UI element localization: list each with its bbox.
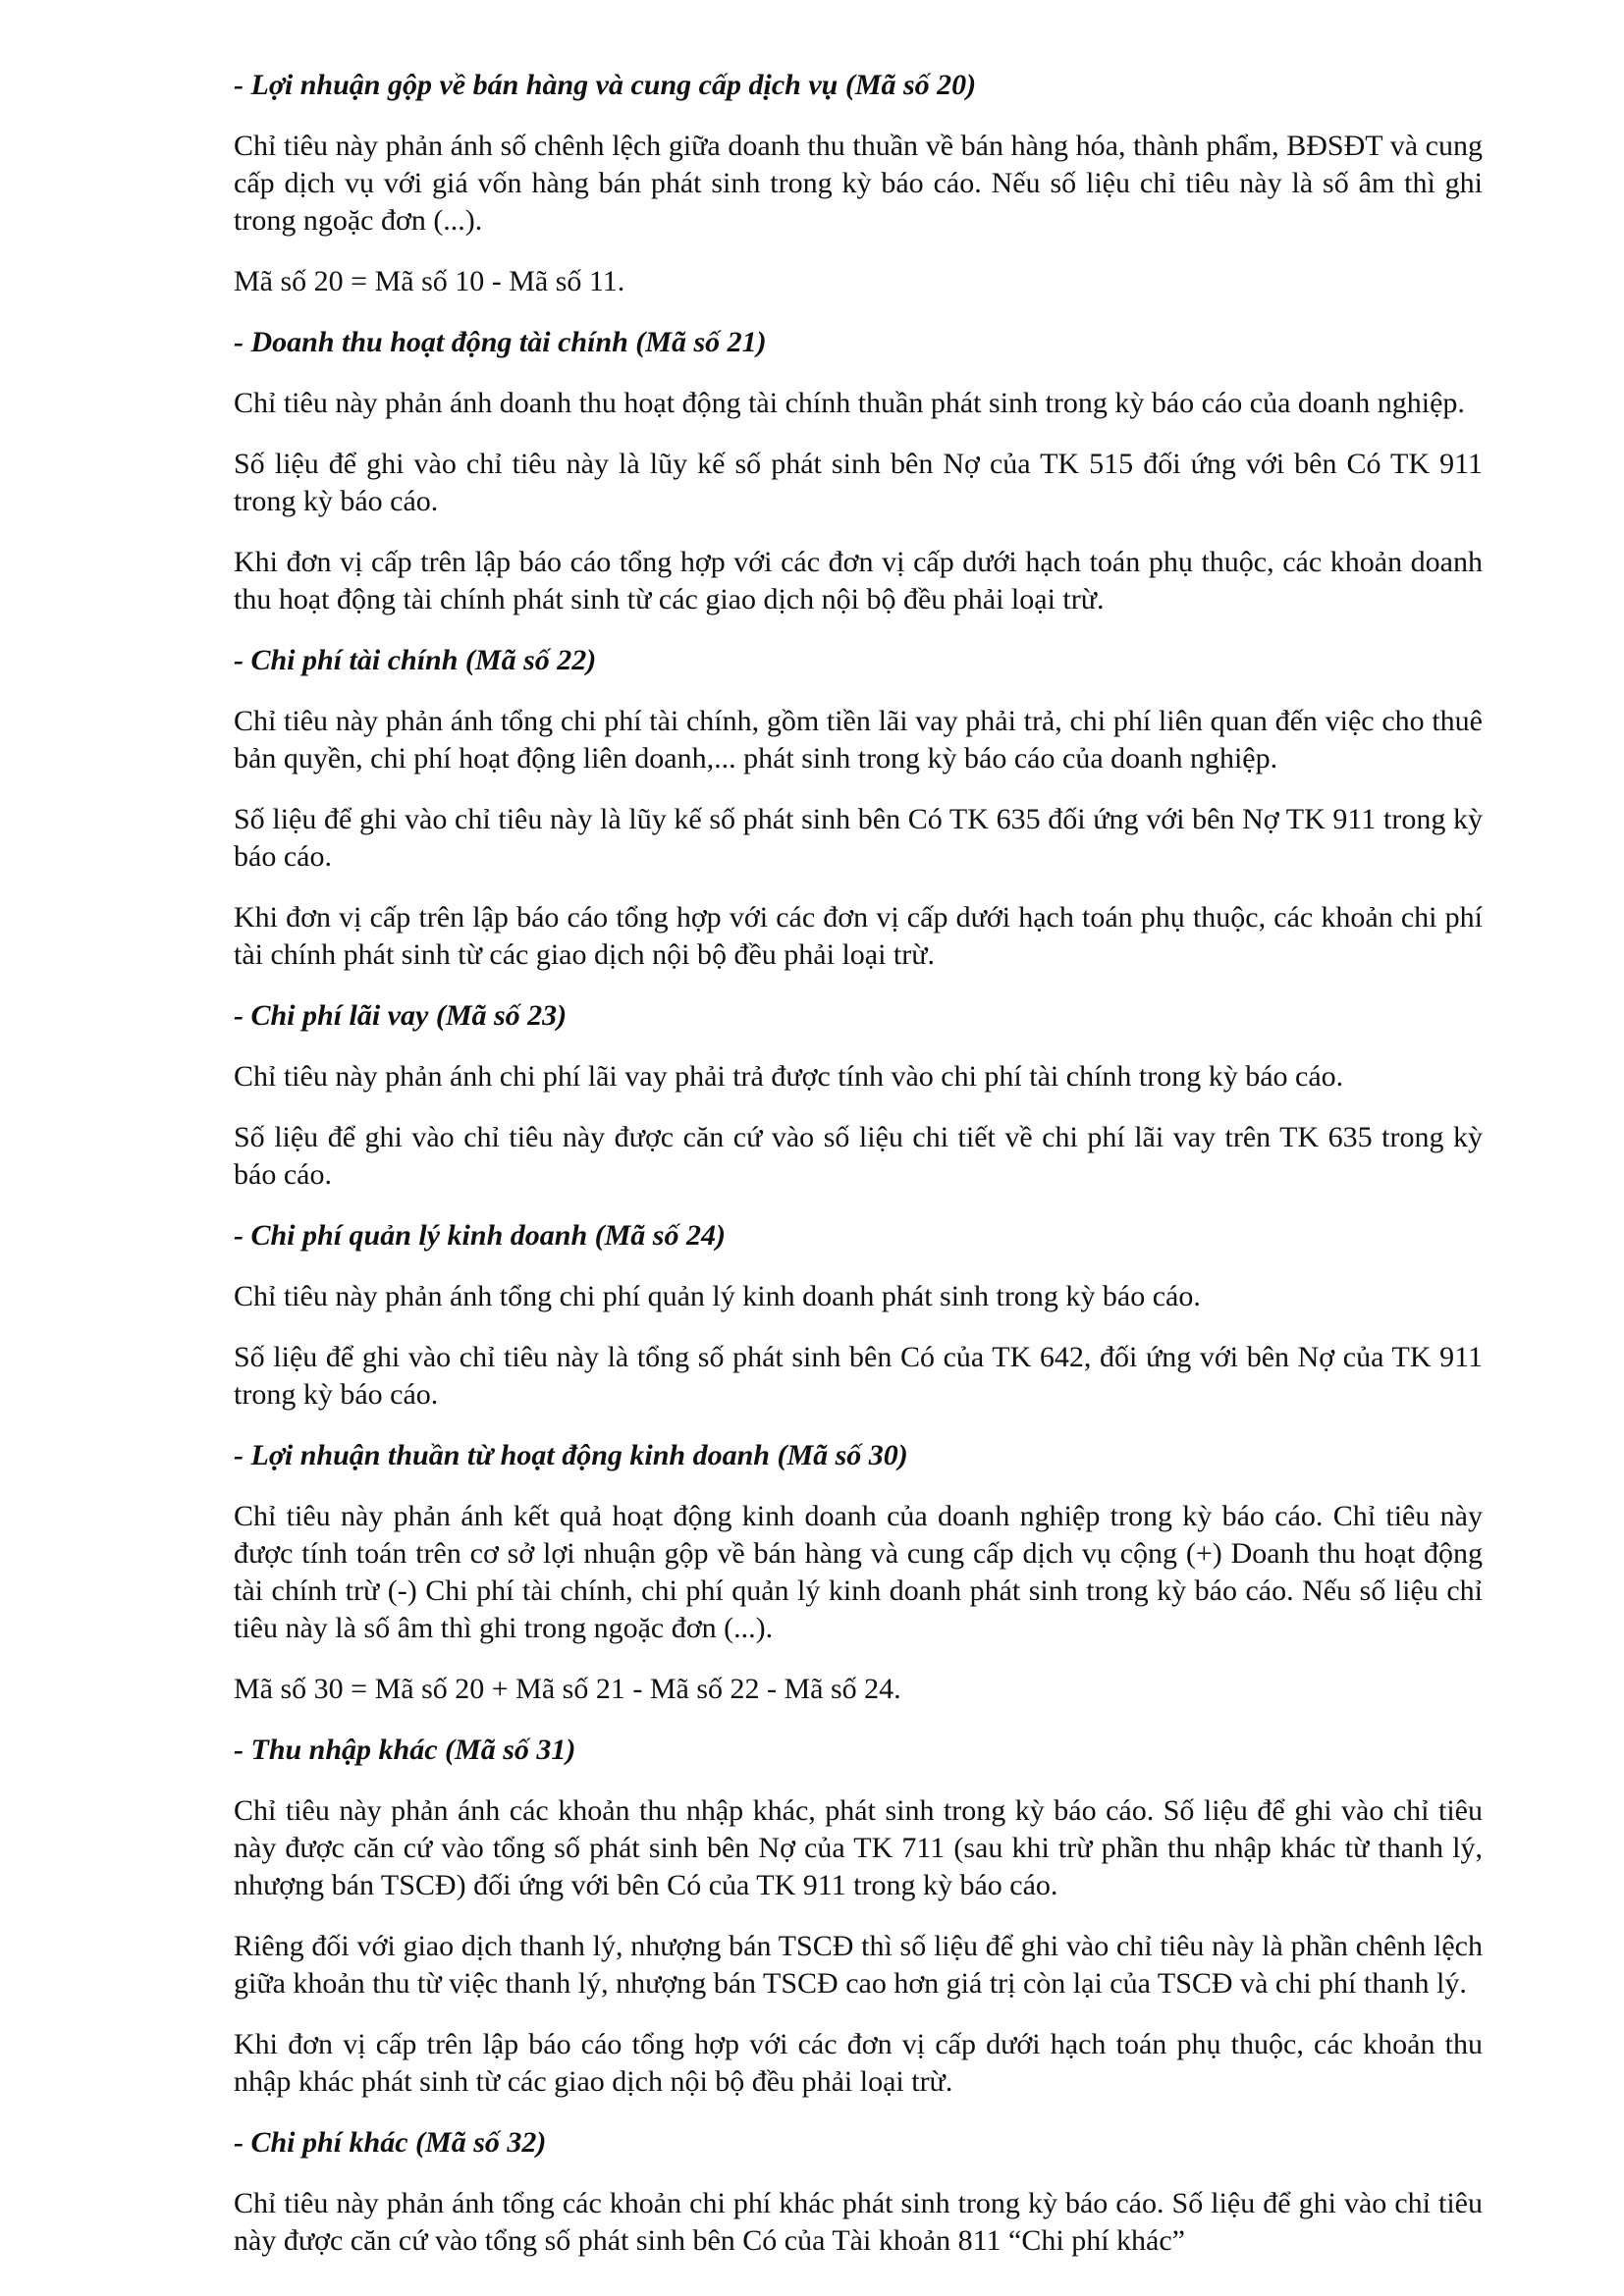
paragraph: Khi đơn vị cấp trên lập báo cáo tổng hợp với các đơn vị cấp dưới hạch toán phụ thuộc, các khoản thu nhập khác phát sinh từ các giao dịch nội bộ đều phải loại trừ. [234, 2028, 1483, 2098]
paragraph: Khi đơn vị cấp trên lập báo cáo tổng hợp với các đơn vị cấp dưới hạch toán phụ thuộc, các khoản chi phí tài chính phát sinh từ các giao dịch nội bộ đều phải loại trừ. [234, 901, 1483, 971]
section-thu-nhap-khac [234, 1732, 1483, 2101]
section-doanh-thu-tai-chinh [234, 324, 1483, 618]
paragraph: Số liệu để ghi vào chỉ tiêu này là lũy kế số phát sinh bên Có TK 635 đối ứng với bên Nợ TK 911 trong kỳ báo cáo. [234, 803, 1483, 873]
document-page [234, 67, 1483, 2260]
section-heading: - Lợi nhuận thuần từ hoạt động kinh doanh (Mã số 30) [234, 1439, 908, 1471]
paragraph: Chỉ tiêu này phản ánh chi phí lãi vay phải trả được tính vào chi phí tài chính trong kỳ báo cáo. [234, 1060, 1344, 1093]
paragraph: Chỉ tiêu này phản ánh tổng các khoản chi phí khác phát sinh trong kỳ báo cáo. Số liệu để ghi vào chỉ tiêu này được căn cứ vào tổng số phát sinh bên Có của Tài khoản 811 “Chi phí khác” [234, 2187, 1483, 2257]
section-loi-nhuan-gop [234, 67, 1483, 300]
paragraph: Chỉ tiêu này phản ánh tổng chi phí quản lý kinh doanh phát sinh trong kỳ báo cáo. [234, 1280, 1201, 1312]
paragraph: Số liệu để ghi vào chỉ tiêu này là tổng số phát sinh bên Có của TK 642, đối ứng với bên Nợ của TK 911 trong kỳ báo cáo. [234, 1341, 1483, 1411]
paragraph: Chỉ tiêu này phản ánh doanh thu hoạt động tài chính thuần phát sinh trong kỳ báo cáo của doanh nghiệp. [234, 387, 1465, 419]
section-heading: - Thu nhập khác (Mã số 31) [234, 1734, 576, 1766]
section-chi-phi-khac [234, 2124, 1483, 2260]
section-chi-phi-quan-ly [234, 1217, 1483, 1414]
section-loi-nhuan-thuan [234, 1437, 1483, 1708]
paragraph: Khi đơn vị cấp trên lập báo cáo tổng hợp với các đơn vị cấp dưới hạch toán phụ thuộc, các khoản doanh thu hoạt động tài chính phát sinh từ các giao dịch nội bộ đều phải loại trừ. [234, 546, 1483, 615]
section-heading: - Doanh thu hoạt động tài chính (Mã số 21) [234, 326, 767, 358]
section-heading: - Chi phí quản lý kinh doanh (Mã số 24) [234, 1219, 726, 1252]
paragraph: Số liệu để ghi vào chỉ tiêu này là lũy kế số phát sinh bên Nợ của TK 515 đối ứng với bên Có TK 911 trong kỳ báo cáo. [234, 448, 1483, 517]
paragraph: Chỉ tiêu này phản ánh các khoản thu nhập khác, phát sinh trong kỳ báo cáo. Số liệu để ghi vào chỉ tiêu này được căn cứ vào tổng số phát sinh bên Nợ của TK 711 (sau khi trừ phần thu nhập khác từ thanh lý, nhượng bán TSCĐ) đối ứng với bên Có của TK 911 trong kỳ báo cáo. [234, 1794, 1483, 1901]
paragraph: Chỉ tiêu này phản ánh tổng chi phí tài chính, gồm tiền lãi vay phải trả, chi phí liên quan đến việc cho thuê bản quyền, chi phí hoạt động liên doanh,... phát sinh trong kỳ báo cáo của doanh nghiệp. [234, 705, 1483, 774]
section-heading: - Chi phí khác (Mã số 32) [234, 2126, 547, 2159]
section-chi-phi-tai-chinh [234, 642, 1483, 974]
paragraph: Riêng đối với giao dịch thanh lý, nhượng bán TSCĐ thì số liệu để ghi vào chỉ tiêu này là phần chênh lệch giữa khoản thu từ việc thanh lý, nhượng bán TSCĐ cao hơn giá trị còn lại của TSCĐ và chi phí thanh lý. [234, 1930, 1483, 2000]
section-heading: - Lợi nhuận gộp về bán hàng và cung cấp dịch vụ (Mã số 20) [234, 69, 977, 101]
formula: Mã số 30 = Mã số 20 + Mã số 21 - Mã số 22 - Mã số 24. [234, 1673, 901, 1705]
section-heading: - Chi phí tài chính (Mã số 22) [234, 644, 597, 676]
formula: Mã số 20 = Mã số 10 - Mã số 11. [234, 265, 625, 297]
section-heading: - Chi phí lãi vay (Mã số 23) [234, 999, 568, 1032]
paragraph: Số liệu để ghi vào chỉ tiêu này được căn cứ vào số liệu chi tiết về chi phí lãi vay trên TK 635 trong kỳ báo cáo. [234, 1121, 1483, 1191]
paragraph: Chỉ tiêu này phản ánh kết quả hoạt động kinh doanh của doanh nghiệp trong kỳ báo cáo. Chỉ tiêu này được tính toán trên cơ sở lợi nhuận gộp về bán hàng và cung cấp dịch vụ cộng (+) Doanh thu hoạt động tài chính trừ (-) Chi phí tài chính, chi phí quản lý kinh doanh phát sinh trong kỳ báo cáo. Nếu số liệu chỉ tiêu này là số âm thì ghi trong ngoặc đơn (...). [234, 1500, 1483, 1644]
section-chi-phi-lai-vay [234, 997, 1483, 1194]
paragraph: Chỉ tiêu này phản ánh số chênh lệch giữa doanh thu thuần về bán hàng hóa, thành phẩm, BĐSĐT và cung cấp dịch vụ với giá vốn hàng bán phát sinh trong kỳ báo cáo. Nếu số liệu chỉ tiêu này là số âm thì ghi trong ngoặc đơn (...). [234, 130, 1483, 237]
